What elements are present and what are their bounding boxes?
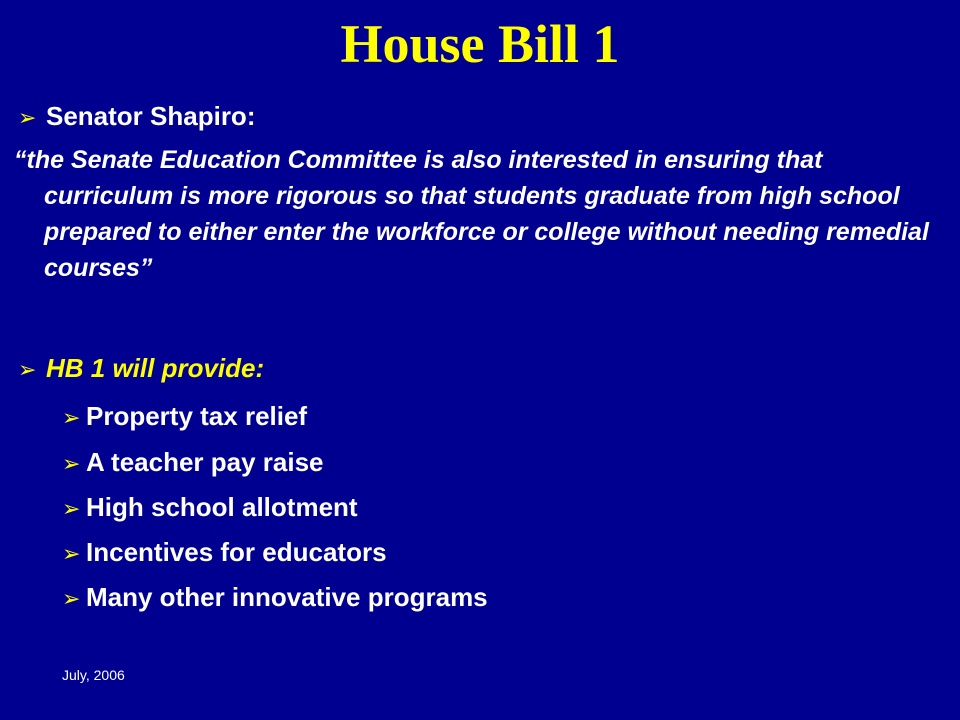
provides-bullet	[18, 351, 264, 387]
provision-item	[62, 490, 358, 526]
arrow-bullet-icon: ➢	[18, 105, 37, 130]
provision-label: A teacher pay raise	[86, 447, 324, 477]
provision-item	[62, 445, 324, 481]
senator-quote: “the Senate Education Committee is also interested in ensuring that curriculum is more rigorous so that students graduate from high school prepared to either enter the workforce or college without needing remedial courses”	[14, 146, 929, 282]
speaker-bullet	[18, 99, 255, 135]
arrow-bullet-icon: ➢	[62, 586, 81, 611]
provision-item	[62, 580, 488, 616]
provision-label: Incentives for educators	[86, 537, 387, 567]
provision-label: High school allotment	[86, 492, 358, 522]
arrow-bullet-icon: ➢	[62, 496, 81, 521]
arrow-bullet-icon: ➢	[62, 451, 81, 476]
footer-date: July, 2006	[62, 667, 125, 683]
slide-title: House Bill 1	[340, 14, 620, 74]
speaker-label: Senator Shapiro:	[46, 101, 256, 131]
arrow-bullet-icon: ➢	[18, 357, 37, 382]
provision-item	[62, 535, 387, 571]
arrow-bullet-icon: ➢	[62, 541, 81, 566]
provision-label: Property tax relief	[86, 401, 308, 431]
provision-item	[62, 399, 307, 435]
provides-heading: HB 1 will provide:	[46, 353, 265, 383]
provision-label: Many other innovative programs	[86, 582, 488, 612]
arrow-bullet-icon: ➢	[62, 405, 81, 430]
